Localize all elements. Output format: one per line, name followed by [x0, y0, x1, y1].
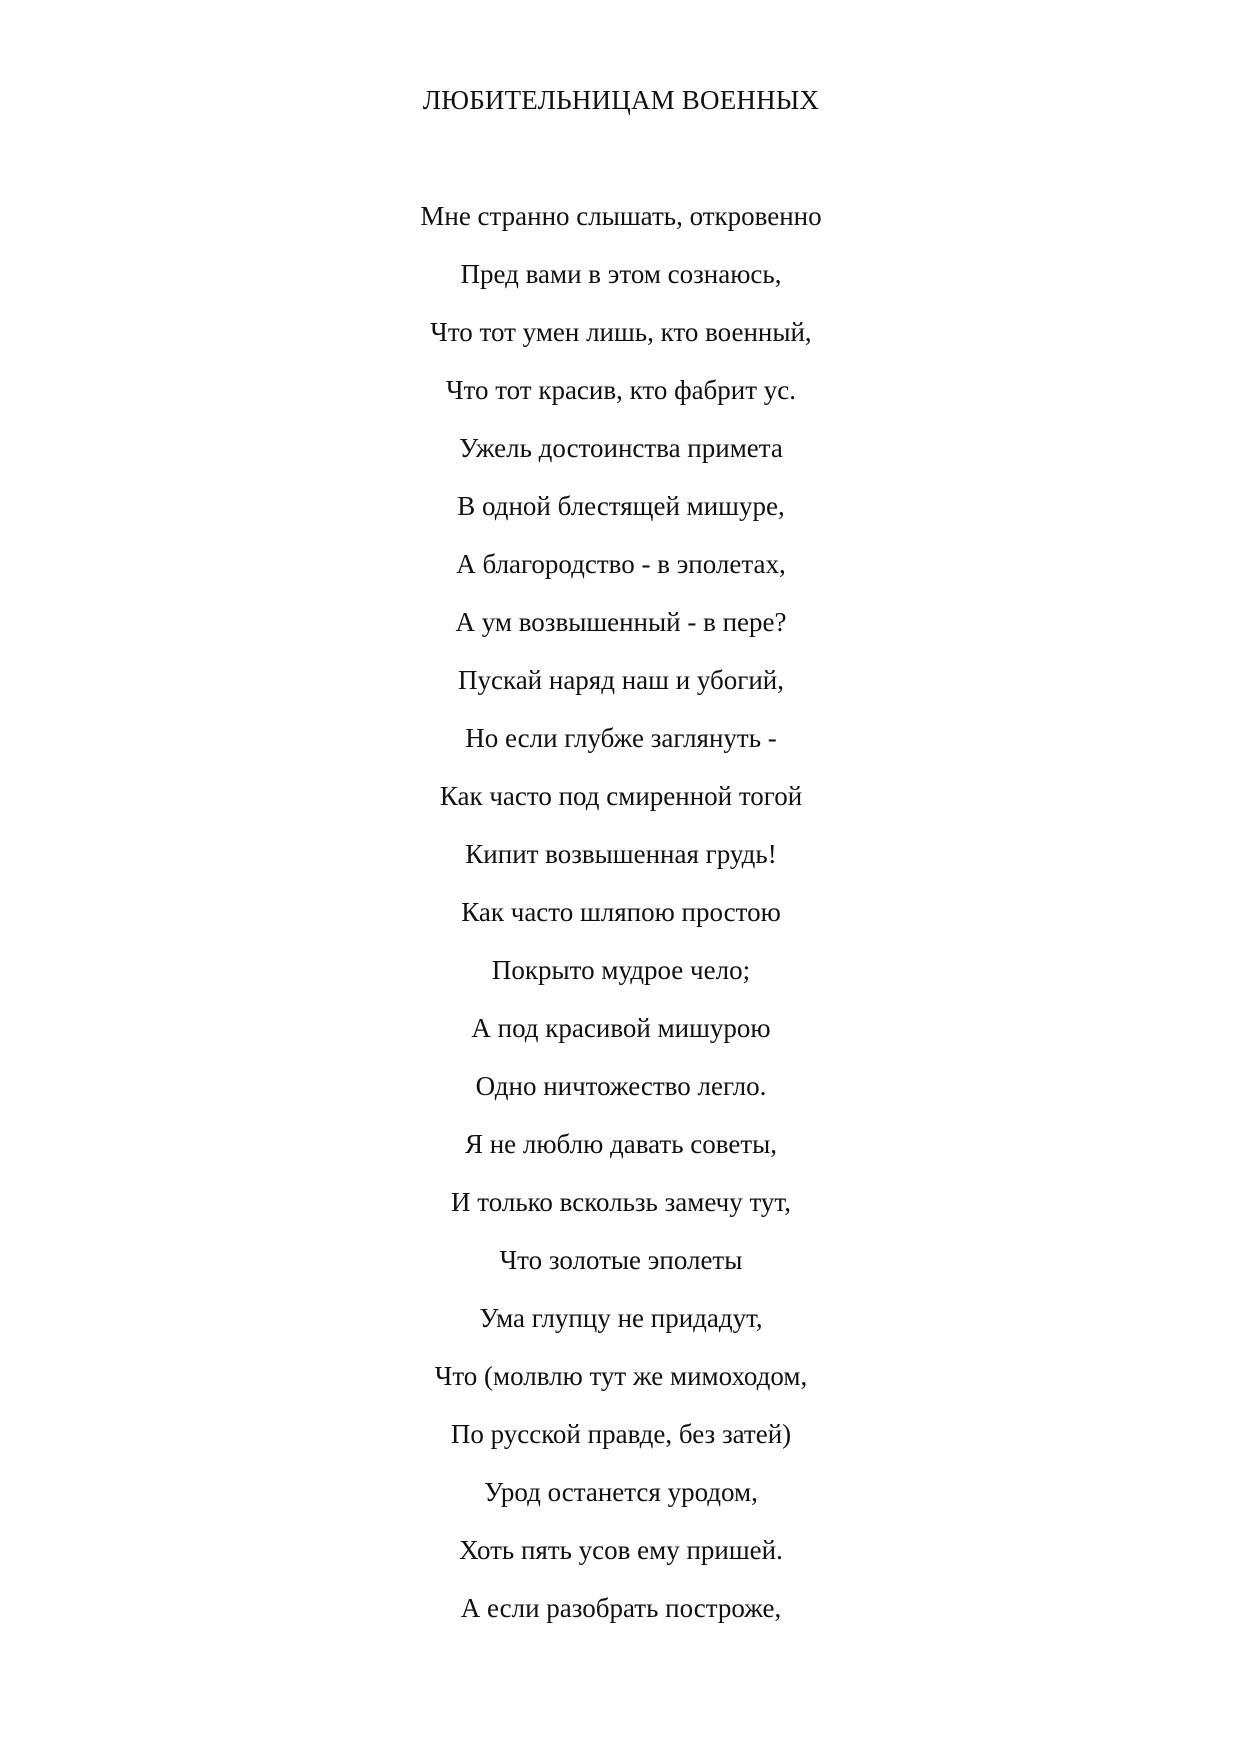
- poem-line: Пред вами в этом сознаюсь,: [460, 259, 782, 289]
- poem-line: А благородство - в эполетах,: [456, 549, 786, 579]
- poem-line: Как часто под смиренной тогой: [439, 781, 803, 811]
- poem-line: Кипит возвышенная грудь!: [465, 839, 777, 869]
- poem-line: Что золотые эполеты: [499, 1245, 743, 1275]
- poem-line: Как часто шляпою простою: [461, 897, 781, 927]
- poem-line: И только вскользь замечу тут,: [451, 1187, 791, 1217]
- poem-line: Мне странно слышать, откровенно: [420, 201, 822, 231]
- poem-line: Что тот умен лишь, кто военный,: [430, 317, 812, 347]
- poem-line: В одной блестящей мишуре,: [457, 491, 785, 521]
- poem-body: [0, 199, 1242, 1649]
- poem-line: По русской правде, без затей): [450, 1419, 792, 1449]
- poem-line: Покрыто мудрое чело;: [491, 955, 751, 985]
- poem-line: Я не люблю давать советы,: [464, 1129, 778, 1159]
- poem-line: Но если глубже заглянуть -: [465, 723, 777, 753]
- poem-line: Что (молвлю тут же мимоходом,: [434, 1361, 808, 1391]
- poem-line: А под красивой мишурою: [471, 1013, 771, 1043]
- poem-line: А ум возвышенный - в пере?: [455, 607, 787, 637]
- poem-line: Пускай наряд наш и убогий,: [458, 665, 784, 695]
- poem-line: Ума глупцу не придадут,: [479, 1303, 763, 1333]
- poem-line: Одно ничтожество легло.: [475, 1071, 767, 1101]
- poem-title: ЛЮБИТЕЛЬНИЦАМ ВОЕННЫХ: [422, 85, 820, 115]
- poem-line: Что тот красив, кто фабрит ус.: [445, 375, 797, 405]
- poem-line: Ужель достоинства примета: [459, 433, 783, 463]
- poem-line: Урод останется уродом,: [484, 1477, 758, 1507]
- poem-line: А если разобрать построже,: [460, 1593, 782, 1623]
- poem-line: Хоть пять усов ему пришей.: [459, 1535, 783, 1565]
